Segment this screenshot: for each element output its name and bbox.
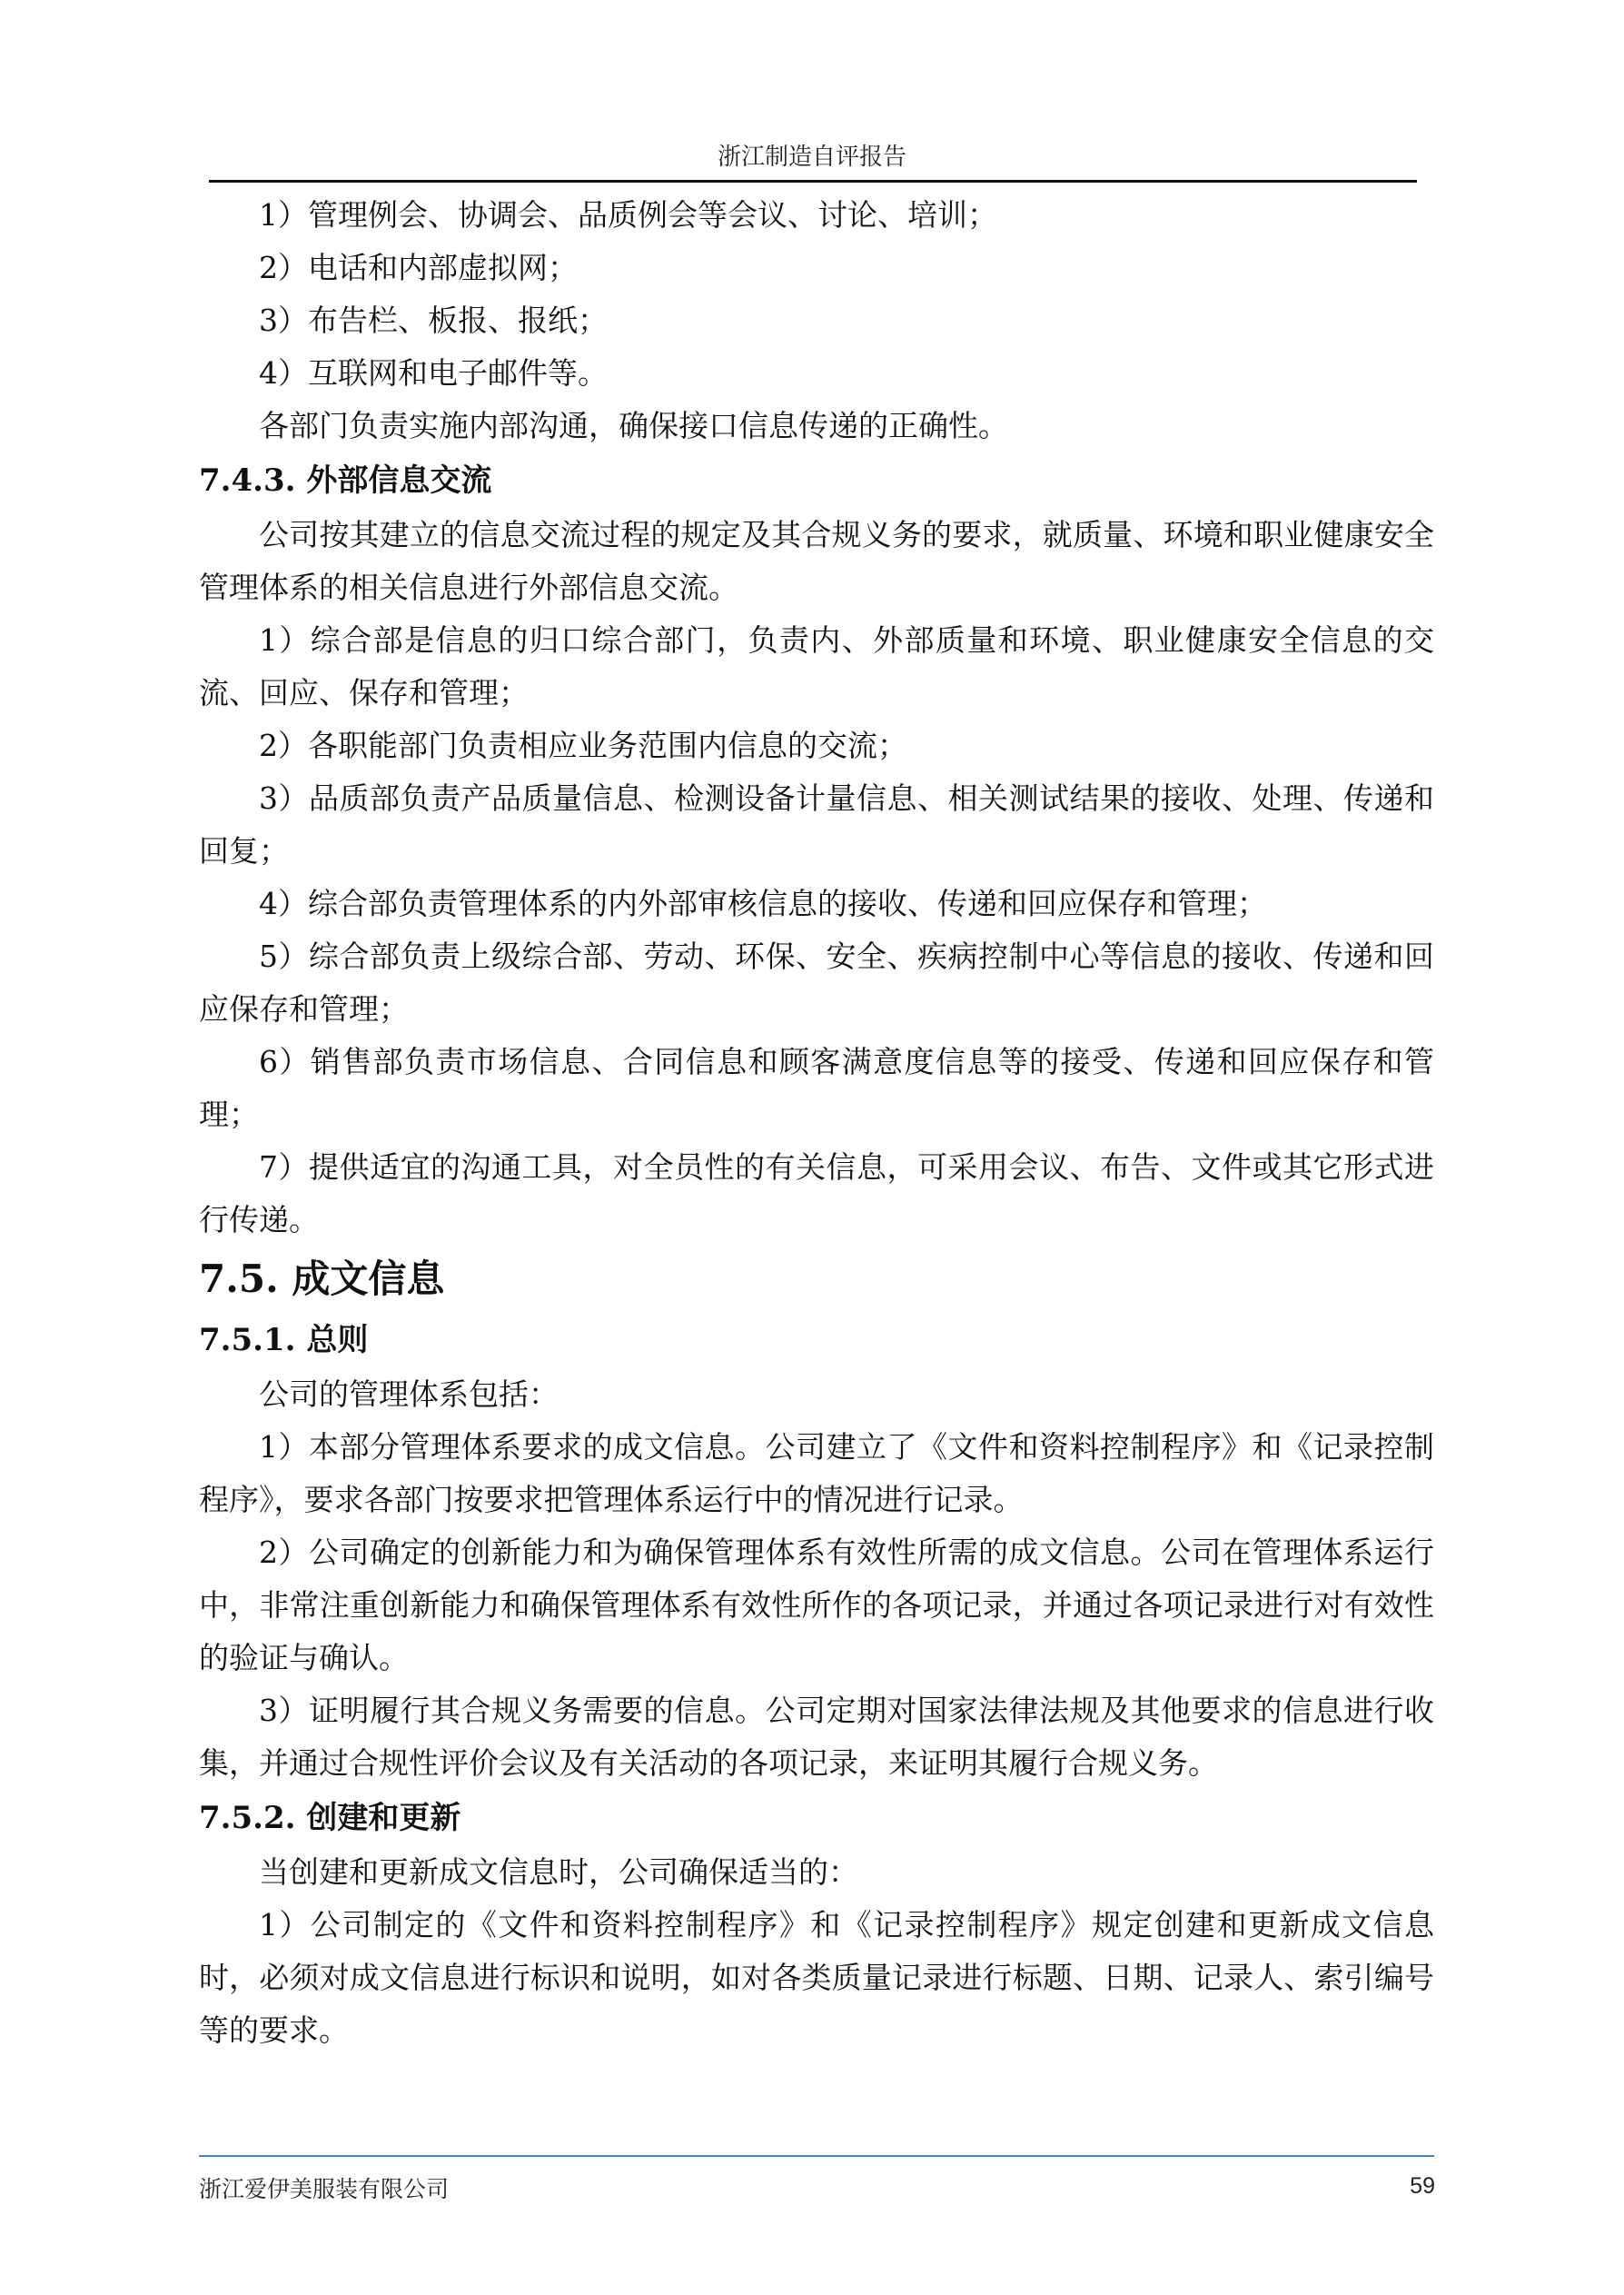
section-heading-7-4-3: 7.4.3. 外部信息交流	[199, 462, 492, 499]
body-paragraph: 公司的管理体系包括：	[259, 1376, 559, 1412]
body-paragraph: 5）综合部负责上级综合部、劳动、环保、安全、疾病控制中心等信息的接收、传递和回应保存和管理；	[199, 939, 1434, 1027]
section-heading-7-5-1: 7.5.1. 总则	[199, 1322, 369, 1358]
body-paragraph: 3）证明履行其合规义务需要的信息。公司定期对国家法律法规及其他要求的信息进行收集，并通过合规性评价会议及有关活动的各项记录，来证明其履行合规义务。	[199, 1693, 1434, 1781]
document-body	[199, 189, 1434, 2057]
body-paragraph: 公司按其建立的信息交流过程的规定及其合规义务的要求，就质量、环境和职业健康安全管理体系的相关信息进行外部信息交流。	[199, 517, 1434, 605]
footer-company-name: 浙江爱伊美服装有限公司	[199, 2176, 450, 2202]
body-paragraph: 3）品质部负责产品质量信息、检测设备计量信息、相关测试结果的接收、处理、传递和回复；	[199, 780, 1434, 869]
body-paragraph: 1）公司制定的《文件和资料控制程序》和《记录控制程序》规定创建和更新成文信息时，必须对成文信息进行标识和说明，如对各类质量记录进行标题、日期、记录人、索引编号等的要求。	[199, 1907, 1434, 2048]
body-paragraph: 1）本部分管理体系要求的成文信息。公司建立了《文件和资料控制程序》和《记录控制程序》，要求各部门按要求把管理体系运行中的情况进行记录。	[199, 1429, 1434, 1517]
body-paragraph: 2）各职能部门负责相应业务范围内信息的交流；	[259, 728, 907, 763]
footer-divider	[199, 2155, 1434, 2157]
body-paragraph: 2）电话和内部虚拟网；	[259, 250, 578, 285]
header-divider	[209, 180, 1417, 183]
section-heading-7-5-2: 7.5.2. 创建和更新	[199, 1800, 461, 1836]
body-paragraph: 4）互联网和电子邮件等。	[259, 355, 608, 391]
section-heading-7-5: 7.5. 成文信息	[199, 1257, 445, 1301]
body-paragraph: 3）布告栏、板报、报纸；	[259, 303, 608, 338]
body-paragraph: 6）销售部负责市场信息、合同信息和顾客满意度信息等的接受、传递和回应保存和管理；	[199, 1044, 1434, 1132]
body-paragraph: 2）公司确定的创新能力和为确保管理体系有效性所需的成文信息。公司在管理体系运行中，非常注重创新能力和确保管理体系有效性所作的各项记录，并通过各项记录进行对有效性的验证与确认。	[199, 1535, 1434, 1675]
body-paragraph: 当创建和更新成文信息时，公司确保适当的：	[259, 1854, 858, 1890]
body-paragraph: 4）综合部负责管理体系的内外部审核信息的接收、传递和回应保存和管理；	[259, 886, 1267, 921]
page-number: 59	[1410, 2173, 1435, 2199]
page-header-title: 浙江制造自评报告	[717, 144, 906, 171]
body-paragraph: 7）提供适宜的沟通工具，对全员性的有关信息，可采用会议、布告、文件或其它形式进行传递。	[199, 1149, 1434, 1237]
body-paragraph: 各部门负责实施内部沟通，确保接口信息传递的正确性。	[259, 408, 1008, 443]
body-paragraph: 1）综合部是信息的归口综合部门，负责内、外部质量和环境、职业健康安全信息的交流、回应、保存和管理；	[199, 622, 1434, 710]
body-paragraph: 1）管理例会、协调会、品质例会等会议、讨论、培训；	[259, 197, 997, 233]
